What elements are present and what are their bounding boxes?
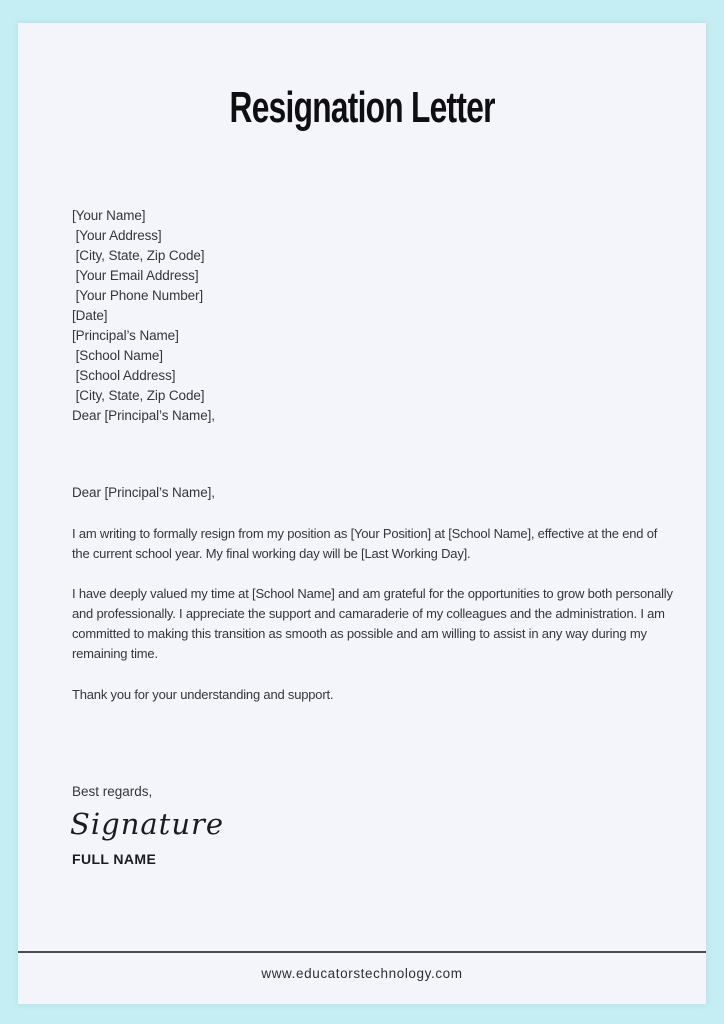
body-paragraph-resignation: I am writing to formally resign from my position as [Your Position] at [School Name], effective at the end of the current school year. My final working day will be [Last Working Day].	[72, 526, 658, 561]
page-title-text: Resignation Letter	[229, 83, 495, 132]
header-line-salutation: Dear [Principal’s Name],	[72, 408, 215, 423]
sender-recipient-block	[72, 206, 215, 426]
footer-website: www.educatorstechnology.com	[261, 966, 463, 981]
header-line-school-city-state-zip: [City, State, Zip Code]	[72, 388, 205, 403]
header-line-email: [Your Email Address]	[72, 268, 199, 283]
signer-full-name: FULL NAME	[72, 851, 157, 867]
body-paragraph-gratitude: I have deeply valued my time at [School Name] and am grateful for the opportunities to grow both personally and professionally. I appreciate the support and camaraderie of my colleagues and the administration. I am committed to making this transition as smooth as possible and am willing to assist in any way during my remaining time.	[72, 586, 673, 661]
header-line-city-state-zip: [City, State, Zip Code]	[72, 248, 205, 263]
letter-page	[18, 23, 706, 1004]
signature-script: Signature	[70, 807, 225, 841]
footer-divider	[18, 951, 706, 953]
header-line-school-name: [School Name]	[72, 348, 163, 363]
header-line-your-address: [Your Address]	[72, 228, 162, 243]
header-line-school-address: [School Address]	[72, 368, 176, 383]
closing-line: Best regards,	[72, 784, 153, 799]
body-paragraph-thanks: Thank you for your understanding and support.	[72, 687, 334, 702]
header-line-principal-name: [Principal’s Name]	[72, 328, 179, 343]
body-salutation: Dear [Principal’s Name],	[72, 485, 215, 500]
header-line-phone: [Your Phone Number]	[72, 288, 204, 303]
header-line-date: [Date]	[72, 308, 108, 323]
header-line-your-name: [Your Name]	[72, 208, 146, 223]
page-title	[18, 85, 706, 131]
